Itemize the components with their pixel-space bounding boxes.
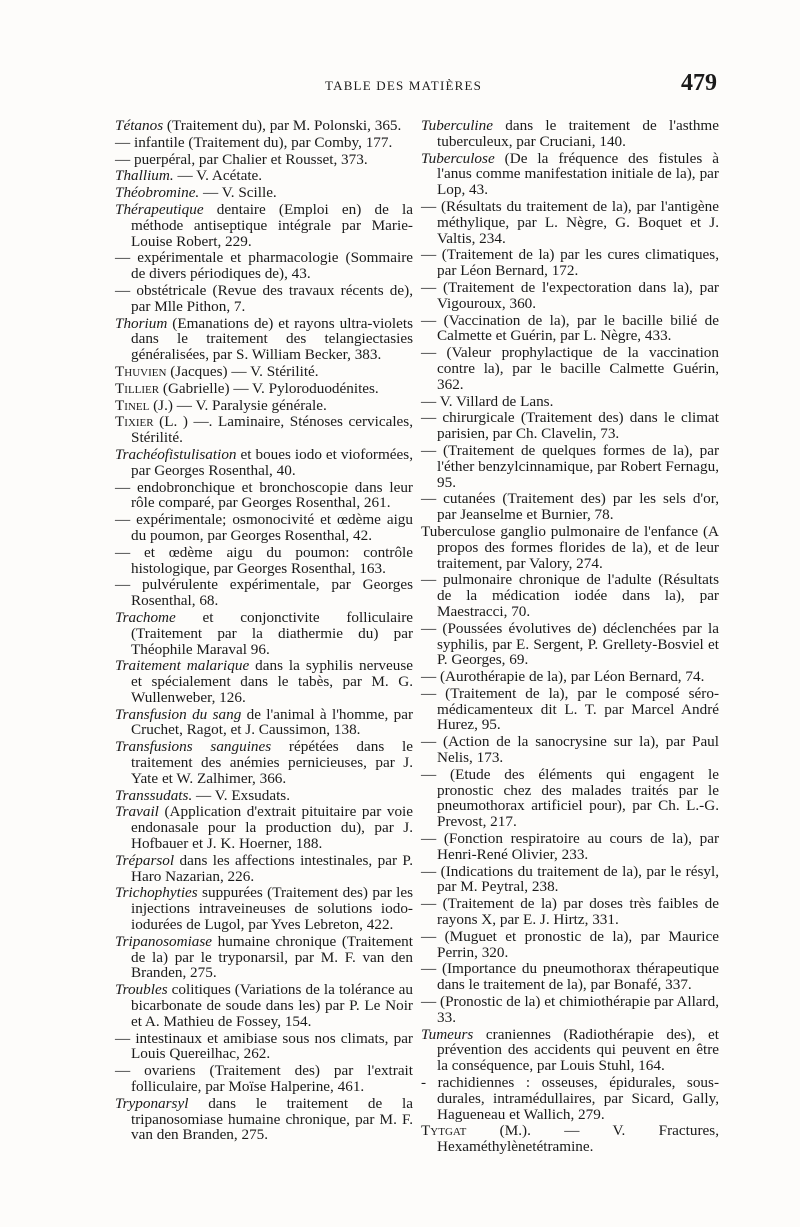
- index-entry: [421, 961, 719, 993]
- entry-heading: Trichophyties: [115, 884, 198, 902]
- entry-heading: Tumeurs: [421, 1025, 474, 1043]
- entry-text: — chirurgicale (Traitement des) dans le climat parisien, par Ch. Clavelin, 73.: [421, 409, 719, 443]
- index-entry: [421, 247, 719, 279]
- entry-heading: Trachome: [115, 608, 176, 626]
- entry-text: — (Traitement de la), par le composé séro-médicamenteux dit L. T. par Marcel André Hurez, 95.: [421, 684, 719, 734]
- entry-text: dans le traitement de l'asthme tuberculeux, par Cruciani, 140.: [437, 117, 719, 150]
- entry-heading: Troubles: [115, 981, 168, 999]
- index-entry: [115, 804, 413, 851]
- entry-heading: Tripanosomiase: [115, 932, 213, 950]
- entry-text: — pulvérulente expérimentale, par Georges Rosenthal, 68.: [115, 576, 413, 610]
- entry-heading: Transfusions sanguines: [115, 738, 272, 756]
- index-entry: [115, 480, 413, 512]
- entry-text: — cutanées (Traitement des) par les sels d'or, par Jeanselme et Burnier, 78.: [421, 490, 719, 524]
- entry-text: suppurées (Traitement des) par les injections intraveineuses de solutions iodo-iodurées de Lugol, par Yves Lebreton, 422.: [131, 884, 413, 934]
- entry-text: (Gabrielle) — V. Pyloroduodénites.: [159, 379, 379, 397]
- index-entry: [421, 686, 719, 733]
- entry-text: — (Importance du pneumothorax thérapeutique dans le traitement de la), par Bonafé, 337.: [421, 960, 719, 994]
- index-entry: [421, 1075, 719, 1122]
- entry-text: et conjonctivite folliculaire (Traitement par la diathermie du) par Théophile Maraval 96.: [131, 608, 413, 658]
- entry-text: dans le traitement de la tripanosomiase humaine chronique, par M. F. van den Branden, 275.: [131, 1094, 413, 1144]
- entry-heading: Trachéofistulisation: [115, 445, 237, 463]
- entry-text: — (Poussées évolutives de) déclenchées par la syphilis, par E. Sergent, P. Grellety-Bosviel et P. Georges, 69.: [421, 619, 719, 669]
- entry-text: — (Valeur prophylactique de la vaccination contre la), par le bacille Calmette Guérin, 362.: [421, 344, 719, 393]
- index-entry: [115, 283, 413, 315]
- entry-text: — (Indications du traitement de la), par le résyl, par M. Peytral, 238.: [421, 862, 719, 896]
- entry-text: — obstétricale (Revue des travaux récents de), par Mlle Pithon, 7.: [115, 281, 413, 315]
- entry-heading: Tytgat: [421, 1122, 467, 1140]
- index-entry: [421, 994, 719, 1026]
- index-entry: [421, 443, 719, 490]
- index-entry: [421, 767, 719, 830]
- entry-text: craniennes (Radiothérapie des), et prévention des accidents qui peuvent en être la conséquence, par Louis Stuhl, 164.: [437, 1025, 719, 1075]
- index-entry: [115, 447, 413, 479]
- index-entry: [115, 885, 413, 932]
- entry-text: — V. Scille.: [199, 184, 277, 202]
- entry-text: — (Vaccination de la), par le bacille bilié de Calmette et Guérin, par L. Nègre, 433.: [421, 311, 719, 345]
- index-entry: [115, 398, 413, 414]
- entry-heading: Tinel: [115, 396, 150, 414]
- entry-text: — (Muguet et pronostic de la), par Maurice Perrin, 320.: [421, 927, 719, 961]
- entry-heading: Tuberculose: [421, 149, 495, 167]
- index-entry: [115, 739, 413, 786]
- entry-text: — V. Villard de Lans.: [421, 392, 554, 410]
- entry-text: — (Résultats du traitement de la), par l'antigène méthylique, par L. Nègre, G. Boquet et J. Valtis, 234.: [421, 197, 719, 247]
- index-entry: [421, 118, 719, 150]
- index-entry: [115, 381, 413, 397]
- entry-text: (J.) — V. Paralysie générale.: [149, 396, 327, 414]
- entry-text: dans les affections intestinales, par P. Haro Nazarian, 226.: [131, 851, 413, 885]
- entry-text: (L. ) —. Laminaire, Sténoses cervicales, Stérilité.: [131, 413, 413, 447]
- entry-text: de l'animal à l'homme, par Cruchet, Ragot, et J. Caussimon, 138.: [131, 705, 413, 739]
- index-entry: [115, 152, 413, 168]
- index-entry: [421, 1027, 719, 1074]
- entry-text: — (Traitement de quelques formes de la), par l'éther benzylcinnamique, par Robert Fernagu, 95.: [421, 441, 719, 491]
- running-header: TABLE DES MATIÈRES: [325, 78, 483, 93]
- index-entry: [115, 202, 413, 249]
- right-column: [421, 118, 719, 1156]
- index-entry: [115, 316, 413, 363]
- entry-heading: Tréparsol: [115, 851, 175, 869]
- entry-heading: Travail: [115, 803, 159, 821]
- entry-text: — V. Acétate.: [173, 167, 263, 185]
- index-entry: [421, 410, 719, 442]
- entry-text: — expérimentale et pharmacologie (Sommaire de divers périodiques de), 43.: [115, 249, 413, 283]
- index-entry: [115, 853, 413, 885]
- entry-text: — (Action de la sanocrysine sur la), par Paul Nelis, 173.: [421, 733, 719, 767]
- index-entry: [115, 1031, 413, 1063]
- entry-text: — endobronchique et bronchoscopie dans leur rôle comparé, par Georges Rosenthal, 261.: [115, 478, 413, 512]
- index-entry: [115, 658, 413, 705]
- index-entry: [115, 364, 413, 380]
- entry-text: — (Pronostic de la) et chimiothérapie par Allard, 33.: [421, 993, 719, 1026]
- entry-text: dentaire (Emploi en) de la méthode antiseptique intégrale par Marie-Louise Robert, 229.: [131, 200, 413, 250]
- index-entry: [115, 185, 413, 201]
- entry-text: colitiques (Variations de la tolérance au bicarbonate de soude dans les) par P. Le Noir et A. Mathieu de Fossey, 154.: [131, 981, 413, 1030]
- entry-text: (Traitement du), par M. Polonski, 365.: [163, 117, 402, 134]
- index-entry: [421, 896, 719, 928]
- index-entry: [421, 313, 719, 345]
- entry-heading: Tuberculine: [421, 117, 493, 134]
- entry-heading: Thuvien: [115, 362, 167, 380]
- index-entry: [115, 610, 413, 657]
- index-entry: [115, 545, 413, 577]
- index-entry: [421, 280, 719, 312]
- entry-text: humaine chronique (Traitement de la) par le tryponarsil, par M. F. van den Branden, 275.: [131, 932, 413, 982]
- entry-heading: Théobromine.: [115, 184, 200, 202]
- entry-text: (Emanations de) et rayons ultra-violets dans le traitement des telangiectasies généralisées, par S. William Becker, 383.: [131, 314, 413, 364]
- entry-text: (Jacques) — V. Stérilité.: [166, 362, 319, 380]
- index-entry: [421, 394, 719, 410]
- entry-text: - rachidiennes : osseuses, épidurales, sous-durales, intramédullaires, par Sicard, Gally, Hagueneau et Wallich, 279.: [421, 1074, 719, 1123]
- entry-text: — pulmonaire chronique de l'adulte (Résultats de la médication iodée dans la), par Maestracci, 70.: [421, 571, 719, 620]
- index-entry: [421, 669, 719, 685]
- entry-text: — intestinaux et amibiase sous nos climats, par Louis Quereilhac, 262.: [115, 1029, 413, 1063]
- entry-text: — (Etude des éléments qui engagent le pronostic chez des malades traités par le pneumothorax artificiel pour), par Ch. L.-G. Prevost, 217.: [421, 765, 719, 831]
- entry-heading: Tryponarsyl: [115, 1094, 189, 1112]
- index-entry: [421, 734, 719, 766]
- index-entry: [115, 168, 413, 184]
- index-entry: [421, 151, 719, 198]
- entry-text: Tuberculose ganglio pulmonaire de l'enfance (A propos des formes florides de la), et de leur traitement, par Valory, 274.: [421, 522, 719, 572]
- entry-text: répétées dans le traitement des anémies pernicieuses, par J. Yate et W. Zalhimer, 366.: [131, 738, 413, 787]
- index-entry: [421, 199, 719, 246]
- index-entry: [115, 250, 413, 282]
- index-entry: [115, 118, 413, 134]
- left-column: [115, 118, 413, 1144]
- entry-text: (M.). — V. Fractures, Hexaméthylènetétramine.: [437, 1122, 719, 1156]
- entry-text: — et œdème aigu du poumon: contrôle histologique, par Georges Rosenthal, 163.: [115, 543, 413, 577]
- entry-heading: Tillier: [115, 379, 160, 397]
- entry-text: — (Fonction respiratoire au cours de la), par Henri-René Olivier, 233.: [421, 830, 719, 863]
- entry-text: — V. Exsudats.: [192, 786, 290, 804]
- entry-text: (Application d'extrait pituitaire par voie endonasale pour la production du), par J. Hofbauer et J. K. Hoerner, 188.: [131, 803, 413, 853]
- entry-heading: Tétanos: [115, 117, 164, 134]
- index-entry: [115, 512, 413, 544]
- entry-text: et boues iodo et vioformées, par Georges Rosenthal, 40.: [131, 445, 413, 479]
- index-entry: [421, 345, 719, 392]
- entry-text: — ovariens (Traitement des) par l'extrait folliculaire, par Moïse Halperine, 461.: [115, 1062, 413, 1096]
- entry-heading: Thorium: [115, 314, 168, 332]
- index-entry: [421, 621, 719, 668]
- index-entry: [421, 524, 719, 571]
- entry-text: (De la fréquence des fistules à l'anus comme manifestation initiale de la), par Lop, 43.: [437, 149, 719, 199]
- index-entry: [115, 1063, 413, 1095]
- index-entry: [115, 577, 413, 609]
- index-entry: [421, 1123, 719, 1155]
- entry-text: dans la syphilis nerveuse et spécialement dans le tabès, par M. G. Wullenweber, 126.: [131, 657, 413, 706]
- index-entry: [115, 414, 413, 446]
- entry-heading: Tixier: [115, 413, 154, 431]
- entry-heading: Thallium.: [115, 167, 174, 185]
- entry-text: — infantile (Traitement du), par Comby, 177.: [115, 133, 393, 151]
- index-entry: [115, 135, 413, 151]
- entry-text: — (Traitement de la) par doses très faibles de rayons X, par E. J. Hirtz, 331.: [421, 895, 719, 929]
- index-entry: [421, 491, 719, 523]
- entry-text: — (Aurothérapie de la), par Léon Bernard, 74.: [421, 668, 705, 686]
- index-entry: [421, 864, 719, 896]
- entry-text: — puerpéral, par Chalier et Rousset, 373.: [115, 150, 368, 168]
- entry-heading: Transfusion du sang: [115, 705, 242, 723]
- page-number: 479: [681, 70, 717, 96]
- index-entry: [421, 929, 719, 961]
- index-entry: [115, 707, 413, 739]
- index-entry: [115, 788, 413, 804]
- entry-heading: Traitement malarique: [115, 657, 250, 675]
- index-entry: [115, 934, 413, 981]
- entry-text: — (Traitement de l'expectoration dans la), par Vigouroux, 360.: [421, 278, 719, 312]
- index-entry: [115, 982, 413, 1029]
- entry-text: — expérimentale; osmonocivité et œdème aigu du poumon, par Georges Rosenthal, 42.: [115, 511, 413, 544]
- index-entry: [421, 572, 719, 619]
- entry-heading: Thérapeutique: [115, 200, 204, 218]
- entry-heading: Transsudats.: [115, 786, 193, 804]
- index-entry: [421, 831, 719, 863]
- entry-text: — (Traitement de la) par les cures climatiques, par Léon Bernard, 172.: [421, 246, 719, 280]
- index-entry: [115, 1096, 413, 1143]
